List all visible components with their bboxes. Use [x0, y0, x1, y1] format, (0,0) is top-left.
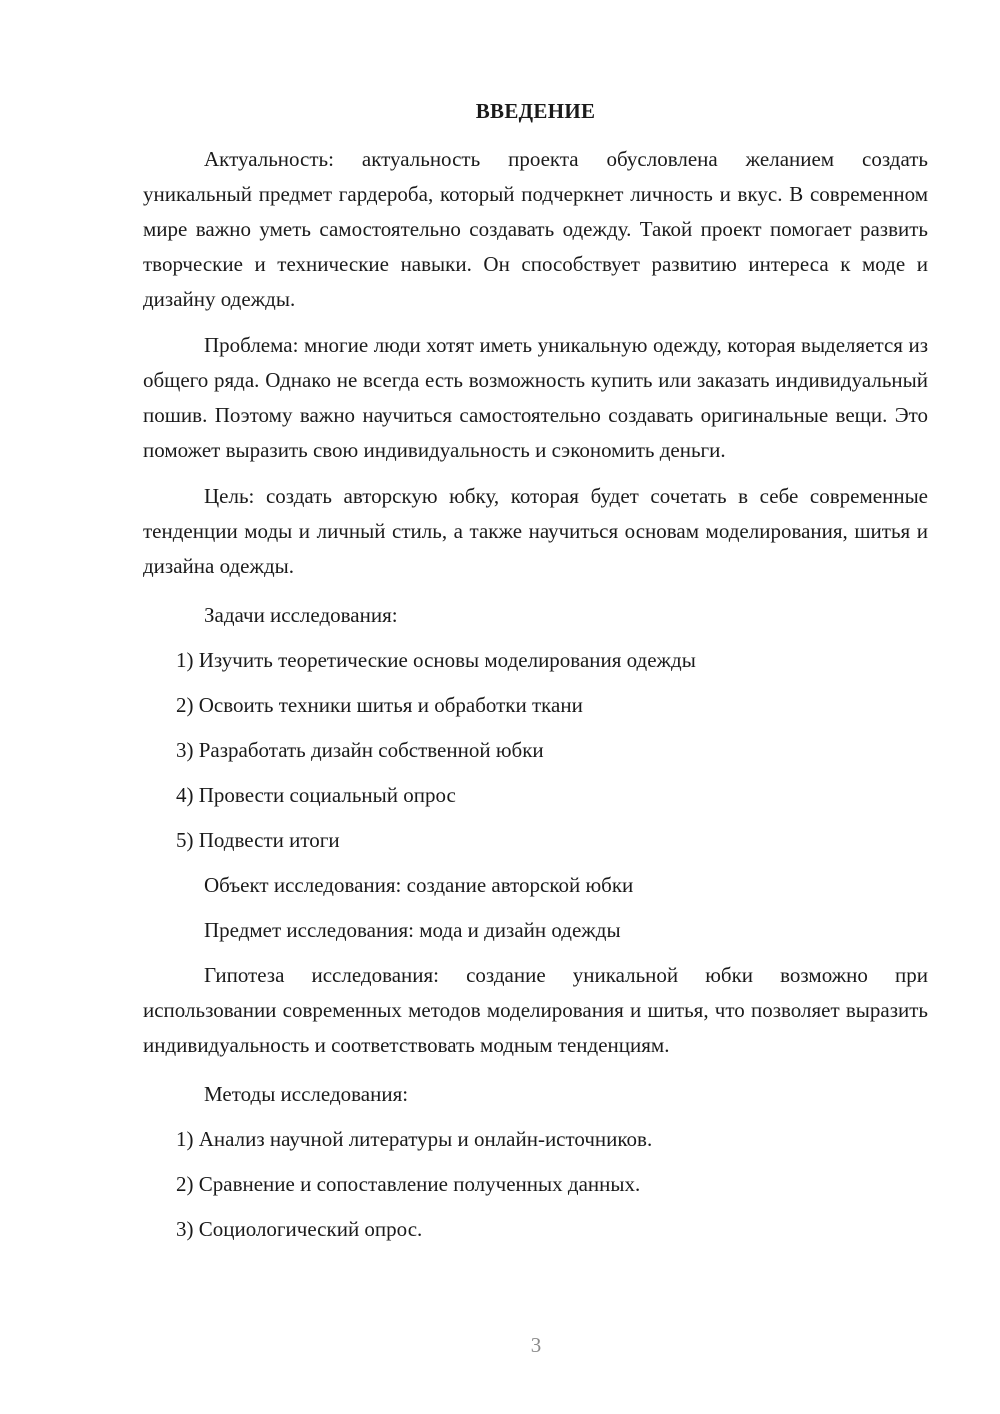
document-page — [143, 96, 928, 1257]
task-item: 5) Подвести итоги — [176, 828, 340, 852]
task-item: 1) Изучить теоретические основы моделирования одежды — [176, 648, 696, 672]
task-item: 4) Провести социальный опрос — [176, 783, 456, 807]
goal-paragraph: Цель: создать авторскую юбку, которая будет сочетать в себе современные тенденции моды и личный стиль, а также научиться основам моделирования, шитья и дизайна одежды. — [143, 484, 928, 578]
task-item: 2) Освоить техники шитья и обработки ткани — [176, 693, 583, 717]
problem-paragraph: Проблема: многие люди хотят иметь уникальную одежду, которая выделяется из общего ряда. Однако не всегда есть возможность купить или заказать индивидуальный пошив. Поэтому важно научиться самостоятельно создавать оригинальные вещи. Это поможет выразить свою индивидуальность и сэкономить деньги. — [143, 333, 928, 462]
method-item: 1) Анализ научной литературы и онлайн-источников. — [176, 1127, 653, 1151]
method-item: 3) Социологический опрос. — [176, 1217, 423, 1241]
task-item: 3) Разработать дизайн собственной юбки — [176, 738, 544, 762]
page-number: 3 — [530, 1333, 542, 1357]
subject-line: Предмет исследования: мода и дизайн одежды — [204, 918, 621, 942]
object-line: Объект исследования: создание авторской юбки — [204, 873, 634, 897]
method-item: 2) Сравнение и сопоставление полученных данных. — [176, 1172, 641, 1196]
page-title: ВВЕДЕНИЕ — [475, 99, 596, 123]
tasks-heading: Задачи исследования: — [204, 603, 398, 627]
relevance-paragraph: Актуальность: актуальность проекта обусловлена желанием создать уникальный предмет гардероба, который подчеркнет личность и вкус. В современном мире важно уметь самостоятельно создавать одежду. Такой проект помогает развить творческие и технические навыки. Он способствует развитию интереса к моде и дизайну одежды. — [143, 147, 928, 311]
hypothesis-paragraph: Гипотеза исследования: создание уникальной юбки возможно при использовании современных методов моделирования и шитья, что позволяет выразить индивидуальность и соответствовать модным тенденциям. — [143, 963, 928, 1057]
methods-heading: Методы исследования: — [204, 1082, 409, 1106]
